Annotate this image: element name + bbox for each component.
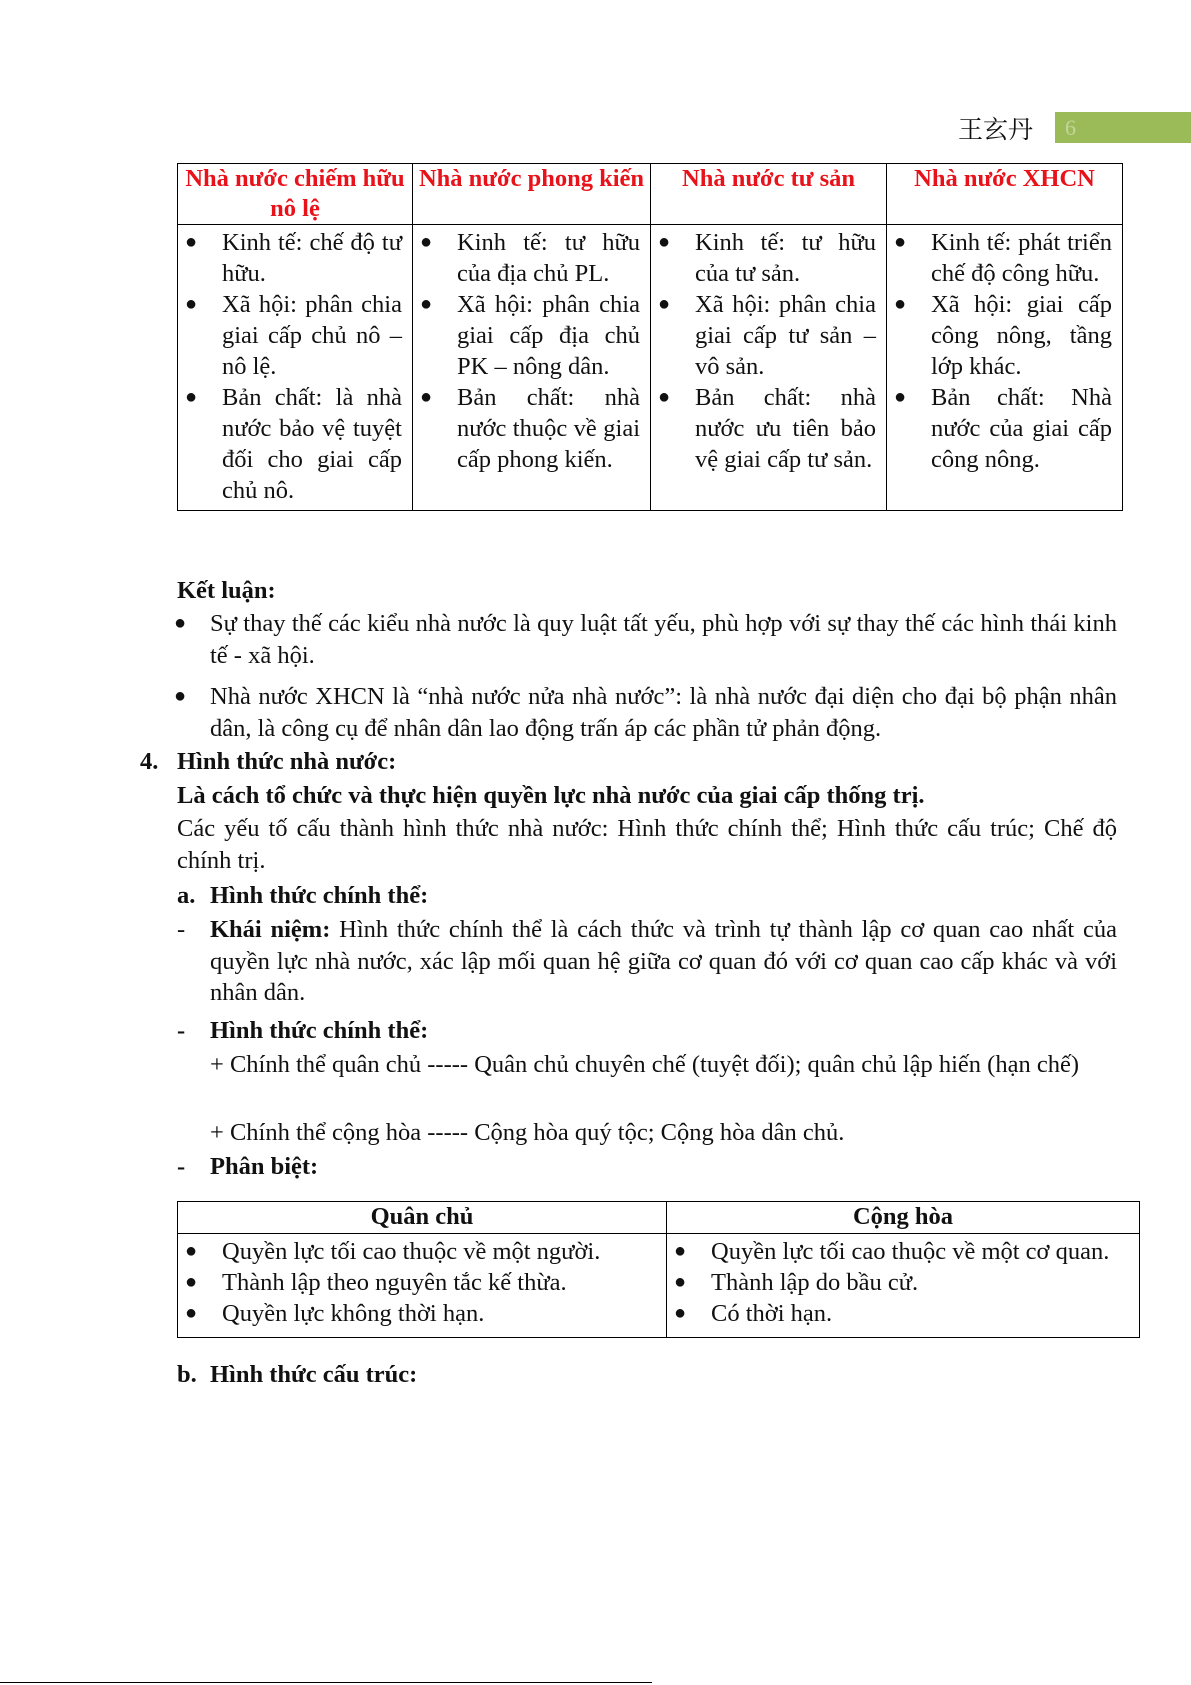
table-row bbox=[178, 1234, 1140, 1338]
table-cell bbox=[651, 225, 887, 511]
bullet-icon: ● bbox=[674, 1271, 687, 1293]
table-cell bbox=[178, 225, 413, 511]
concept-text: Hình thức chính thể là cách thức và trình tự thành lập cơ quan cao nhất của quyền lực nhà nước, xác lập mối quan hệ giữa cơ quan đó với cơ quan cao cấp khác và với nhân dân. bbox=[210, 916, 1117, 1006]
dash-marker: - bbox=[177, 916, 186, 943]
bullet-icon: ● bbox=[185, 293, 198, 315]
table-cell bbox=[178, 1234, 667, 1338]
bullet-icon: ● bbox=[674, 1302, 687, 1324]
form-line: + Chính thể cộng hòa ----- Cộng hòa quý tộc; Cộng hòa dân chủ. bbox=[210, 1119, 845, 1146]
section-heading: Hình thức nhà nước: bbox=[177, 748, 397, 775]
list-item: ● Bản chất: nhà nước thuộc về giai cấp phong kiến. bbox=[420, 384, 640, 473]
section-number: 4. bbox=[140, 748, 159, 775]
table-header-row bbox=[178, 164, 1123, 225]
list-item: ● Kinh tế: tư hữu của địa chủ PL. bbox=[420, 229, 640, 287]
concept-label: Khái niệm: bbox=[210, 916, 331, 943]
list-item: ● Có thời hạn. bbox=[674, 1300, 833, 1327]
list-item: ● Xã hội: phân chia giai cấp chủ nô – nô lệ. bbox=[185, 291, 402, 380]
table-cell bbox=[887, 225, 1123, 511]
table-cell bbox=[667, 1234, 1140, 1338]
list-item: ● Kinh tế: phát triển chế độ công hữu. bbox=[894, 229, 1112, 287]
forms-heading: Hình thức chính thể: bbox=[210, 1017, 429, 1044]
concept-paragraph bbox=[210, 914, 1117, 1009]
distinguish-table bbox=[177, 1201, 1140, 1338]
bullet-icon: ● bbox=[894, 293, 907, 315]
list-item: ● Bản chất: nhà nước ưu tiên bảo vệ giai cấp tư sản. bbox=[658, 384, 876, 473]
list-item: ● Bản chất: là nhà nước bảo vệ tuyệt đối cho giai cấp chủ nô. bbox=[185, 384, 402, 504]
list-item: ● Quyền lực không thời hạn. bbox=[185, 1300, 485, 1327]
dash-marker: - bbox=[177, 1153, 186, 1180]
list-item: ● Xã hội: phân chia giai cấp tư sản – vô sản. bbox=[658, 291, 876, 380]
header-author-name: 王玄丹 bbox=[958, 115, 1034, 144]
conclusion-item: Nhà nước XHCN là “nhà nước nửa nhà nước”: là nhà nước đại diện cho đại bộ phận nhân dân, là công cụ để nhân dân lao động trấn áp các phần tử phản động. bbox=[210, 683, 1117, 742]
bullet-icon: ● bbox=[185, 386, 198, 408]
column-header: Nhà nước chiếm hữu nô lệ bbox=[178, 164, 413, 225]
table-header-row bbox=[178, 1202, 1140, 1234]
bullet-icon: ● bbox=[185, 1240, 198, 1262]
form-line: + Chính thể quân chủ ----- Quân chủ chuyên chế (tuyệt đối); quân chủ lập hiến (hạn chế) bbox=[210, 1051, 1079, 1078]
column-header: Cộng hòa bbox=[667, 1202, 1140, 1234]
column-header: Quân chủ bbox=[178, 1202, 667, 1234]
distinguish-heading: Phân biệt: bbox=[210, 1153, 319, 1180]
table-cell bbox=[413, 225, 651, 511]
bullet-icon: ● bbox=[185, 1302, 198, 1324]
subsection-letter: b. bbox=[177, 1361, 197, 1388]
bullet-icon: ● bbox=[658, 386, 671, 408]
column-header: Nhà nước XHCN bbox=[887, 164, 1123, 225]
column-header: Nhà nước tư sản bbox=[651, 164, 887, 225]
footer-rule bbox=[0, 1682, 652, 1683]
bullet-icon: ● bbox=[420, 386, 433, 408]
list-item: ● Bản chất: Nhà nước của giai cấp công nông. bbox=[894, 384, 1112, 473]
dash-marker: - bbox=[177, 1017, 186, 1044]
state-types-table bbox=[177, 163, 1123, 511]
bullet-icon: ● bbox=[174, 685, 187, 707]
bullet-icon: ● bbox=[174, 612, 187, 634]
section-components: Các yếu tố cấu thành hình thức nhà nước: Hình thức chính thể; Hình thức cấu trúc; Chế độ chính trị. bbox=[177, 815, 1117, 874]
section-definition: Là cách tổ chức và thực hiện quyền lực nhà nước của giai cấp thống trị. bbox=[177, 782, 925, 809]
bullet-icon: ● bbox=[185, 1271, 198, 1293]
list-item: ● Quyền lực tối cao thuộc về một người. bbox=[185, 1238, 601, 1265]
list-item: ● Kinh tế: tư hữu của tư sản. bbox=[658, 229, 876, 287]
list-item: ● Xã hội: phân chia giai cấp địa chủ PK – nông dân. bbox=[420, 291, 640, 380]
list-item: ● Thành lập theo nguyên tắc kế thừa. bbox=[185, 1269, 567, 1296]
list-item: ● Quyền lực tối cao thuộc về một cơ quan. bbox=[674, 1238, 1110, 1265]
conclusion-item: Sự thay thế các kiểu nhà nước là quy luật tất yếu, phù hợp với sự thay thế các hình thái kinh tế - xã hội. bbox=[210, 610, 1117, 669]
list-item: ● Xã hội: giai cấp công nông, tầng lớp khác. bbox=[894, 291, 1112, 380]
subsection-heading: Hình thức chính thể: bbox=[210, 882, 429, 909]
column-header: Nhà nước phong kiến bbox=[413, 164, 651, 225]
bullet-icon: ● bbox=[420, 293, 433, 315]
list-item: ● Kinh tế: chế độ tư hữu. bbox=[185, 229, 402, 287]
bullet-icon: ● bbox=[894, 386, 907, 408]
page-number: 6 bbox=[1065, 115, 1076, 140]
bullet-icon: ● bbox=[420, 231, 433, 253]
subsection-heading: Hình thức cấu trúc: bbox=[210, 1361, 418, 1388]
table-row bbox=[178, 225, 1123, 511]
bullet-icon: ● bbox=[658, 231, 671, 253]
subsection-letter: a. bbox=[177, 882, 196, 909]
bullet-icon: ● bbox=[894, 231, 907, 253]
bullet-icon: ● bbox=[674, 1240, 687, 1262]
conclusion-heading: Kết luận: bbox=[177, 577, 276, 604]
bullet-icon: ● bbox=[658, 293, 671, 315]
list-item: ● Thành lập do bầu cử. bbox=[674, 1269, 919, 1296]
bullet-icon: ● bbox=[185, 231, 198, 253]
